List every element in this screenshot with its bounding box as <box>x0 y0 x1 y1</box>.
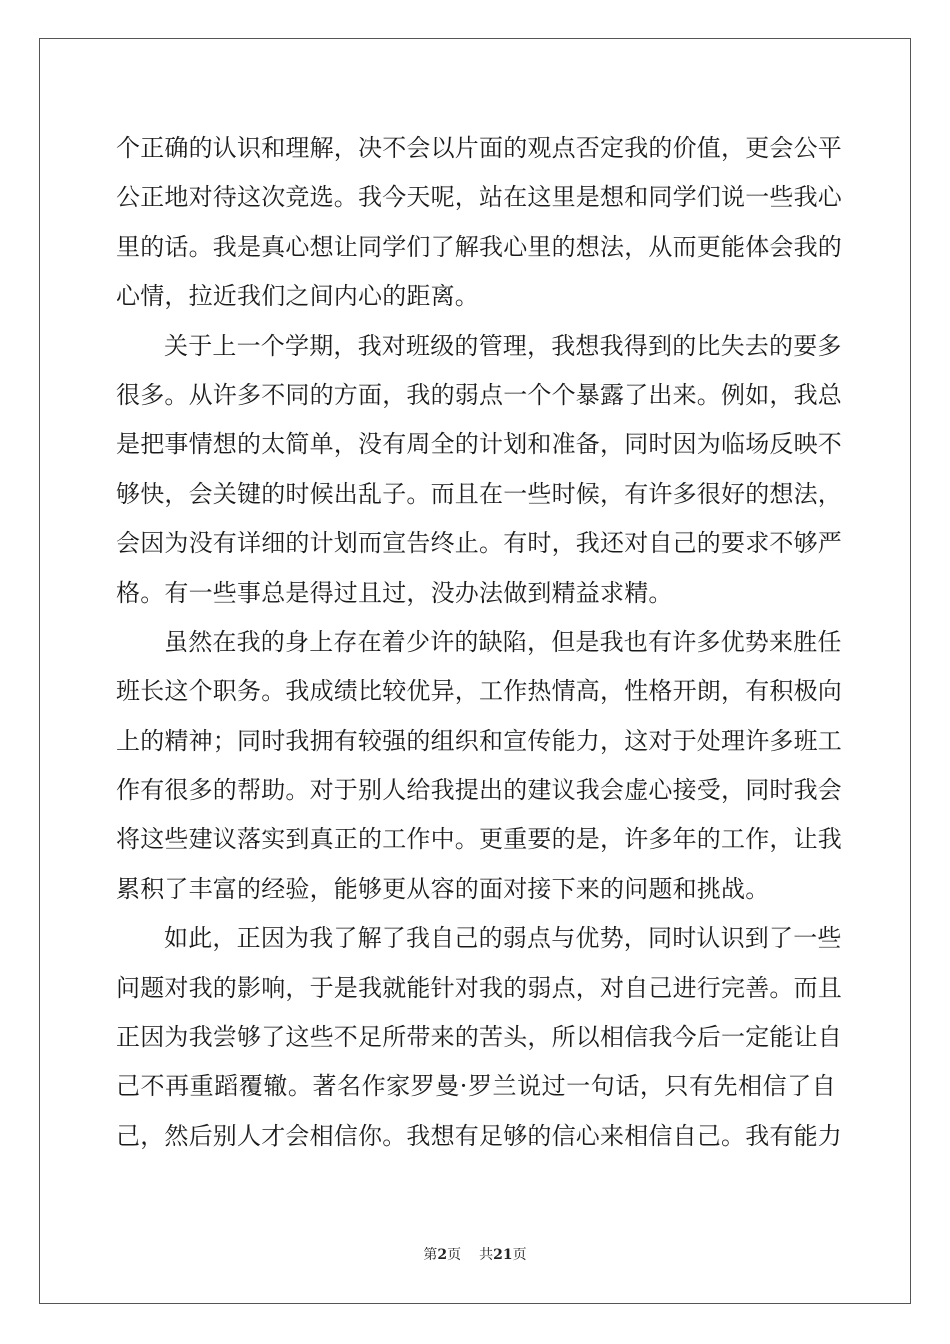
text-line: 关于上一个学期，我对班级的管理，我想我得到的比失去的要多 <box>164 331 842 360</box>
text-line: 很多。从许多不同的方面，我的弱点一个个暴露了出来。例如，我总 <box>116 380 842 409</box>
text-line: 格。有一些事总是得过且过，没办法做到精益求精。 <box>116 578 673 607</box>
text-line: 个正确的认识和理解，决不会以片面的观点否定我的价值，更会公平 <box>116 134 842 162</box>
text-line: 班长这个职务。我成绩比较优异，工作热情高，性格开朗，有积极向 <box>116 677 842 706</box>
paragraph <box>116 618 842 914</box>
document-body <box>116 124 842 1161</box>
page-number-current: 第2页 <box>423 1247 462 1263</box>
text-line: 上的精神；同时我拥有较强的组织和宣传能力，这对于处理许多班工 <box>116 726 842 755</box>
text-line: 己，然后别人才会相信你。我想有足够的信心来相信自己。我有能力 <box>116 1121 842 1150</box>
text-line: 问题对我的影响，于是我就能针对我的弱点，对自己进行完善。而且 <box>116 973 842 1002</box>
text-line: 够快，会关键的时候出乱子。而且在一些时候，有许多很好的想法， <box>116 479 842 508</box>
text-line: 如此，正因为我了解了我自己的弱点与优势，同时认识到了一些 <box>164 924 842 953</box>
text-line: 是把事情想的太简单，没有周全的计划和准备，同时因为临场反映不 <box>116 430 842 459</box>
text-line: 公正地对待这次竞选。我今天呢，站在这里是想和同学们说一些我心 <box>116 183 842 212</box>
text-line: 作有很多的帮助。对于别人给我提出的建议我会虚心接受，同时我会 <box>116 776 842 805</box>
paragraph <box>116 124 842 322</box>
text-line: 将这些建议落实到真正的工作中。更重要的是，许多年的工作，让我 <box>116 825 842 854</box>
text-line: 里的话。我是真心想让同学们了解我心里的想法，从而更能体会我的 <box>116 232 842 261</box>
page-number-total: 共21页 <box>479 1247 527 1263</box>
page-footer <box>0 1244 950 1264</box>
text-line: 正因为我尝够了这些不足所带来的苦头，所以相信我今后一定能让自 <box>116 1023 842 1052</box>
text-line: 累积了丰富的经验，能够更从容的面对接下来的问题和挑战。 <box>116 874 770 903</box>
text-line: 会因为没有详细的计划而宣告终止。有时，我还对自己的要求不够严 <box>116 529 842 558</box>
text-line: 虽然在我的身上存在着少许的缺陷，但是我也有许多优势来胜任 <box>164 627 842 656</box>
paragraph <box>116 322 842 618</box>
text-line: 己不再重蹈覆辙。著名作家罗曼·罗兰说过一句话，只有先相信了自 <box>116 1072 836 1101</box>
paragraph <box>116 914 842 1161</box>
text-line: 心情，拉近我们之间内心的距离。 <box>116 282 479 311</box>
